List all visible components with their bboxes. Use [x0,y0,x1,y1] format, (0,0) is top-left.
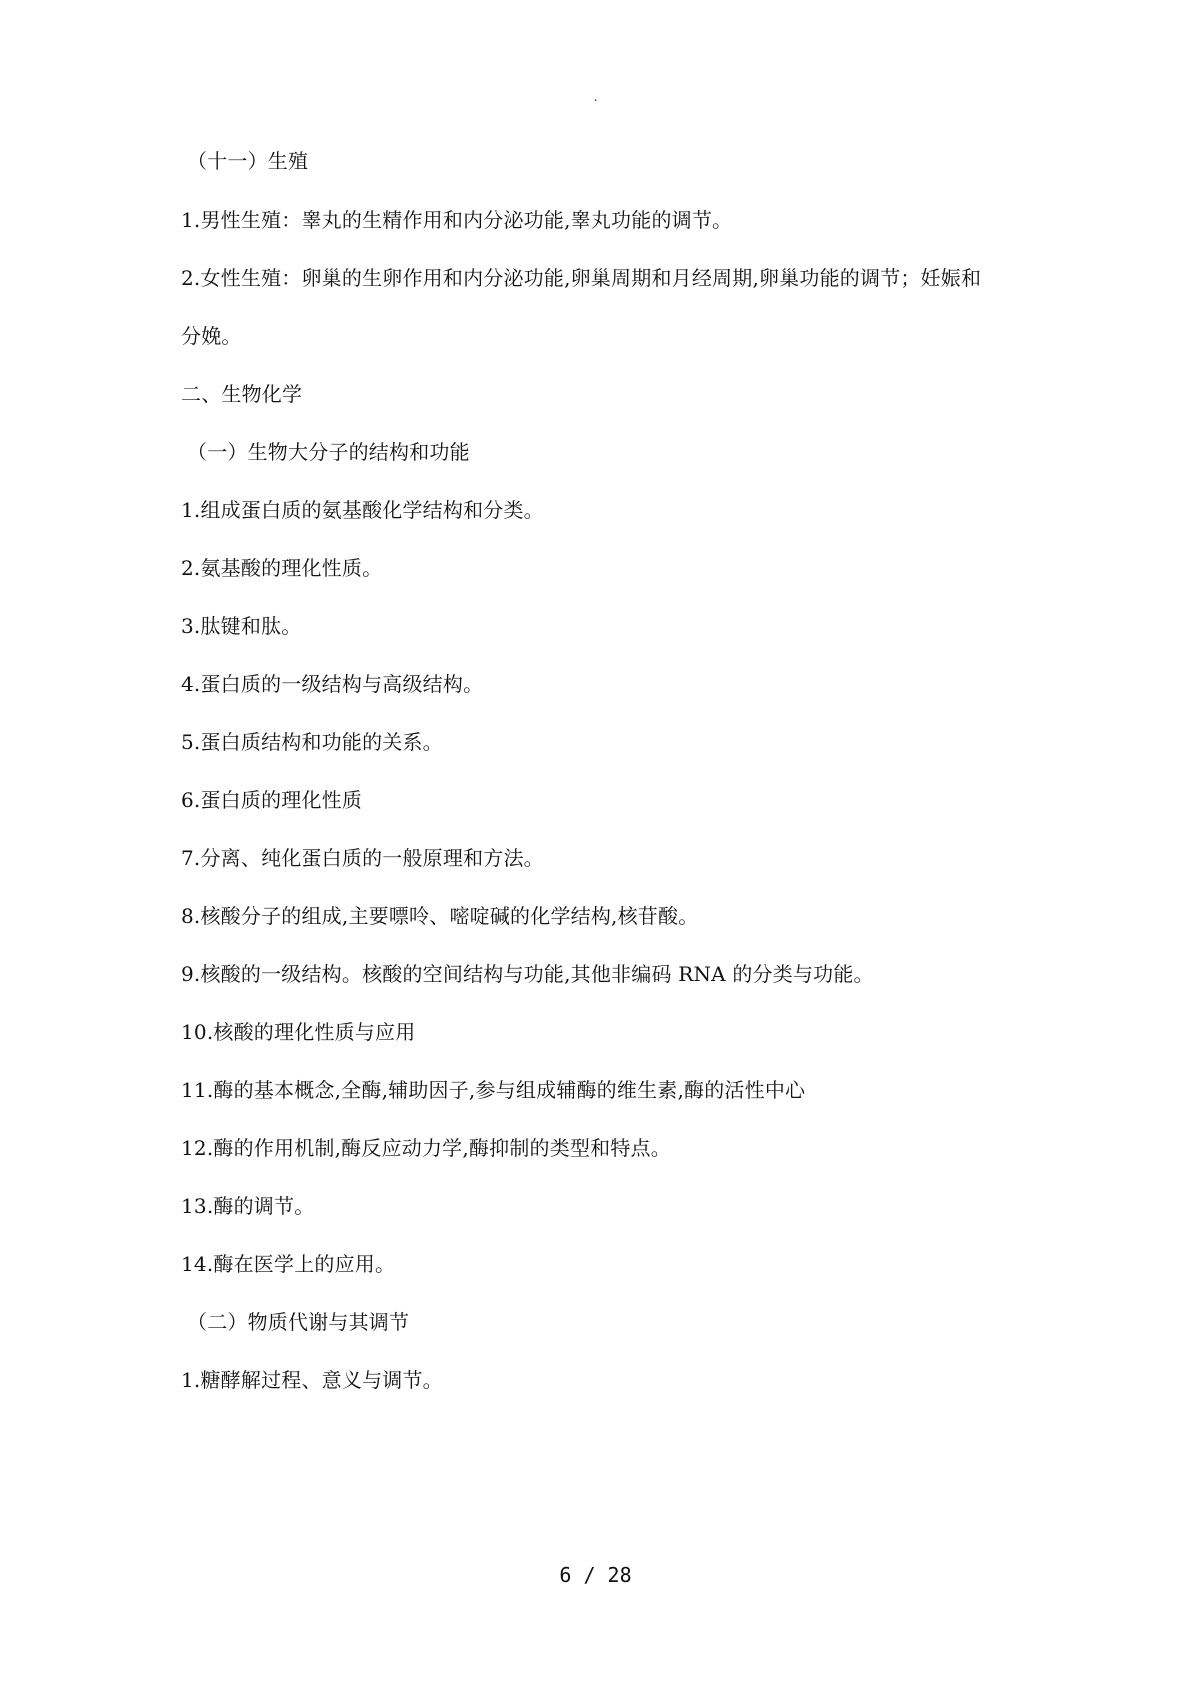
list-item: 5.蛋白质结构和功能的关系。 [181,730,443,754]
list-item: 10.核酸的理化性质与应用 [181,1020,416,1044]
list-item: 1.糖酵解过程、意义与调节。 [181,1368,443,1392]
section-heading-reproduction: （十一）生殖 [187,149,309,173]
section-heading-metabolism: （二）物质代谢与其调节 [187,1310,410,1334]
list-item: 2.氨基酸的理化性质。 [181,556,383,580]
list-item: 14.酶在医学上的应用。 [181,1252,396,1276]
list-item: 3.肽键和肽。 [181,614,302,638]
header-mark: . [593,90,598,104]
list-item: 1.组成蛋白质的氨基酸化学结构和分类。 [181,498,544,522]
list-item: 8.核酸分子的组成,主要嘌呤、嘧啶碱的化学结构,核苷酸。 [181,904,699,928]
list-item: 2.女性生殖：卵巢的生卵作用和内分泌功能,卵巢周期和月经周期,卵巢功能的调节；妊娠和 [181,266,982,290]
list-item: 4.蛋白质的一级结构与高级结构。 [181,672,484,696]
list-item-continuation: 分娩。 [181,324,242,348]
list-item: 11.酶的基本概念,全酶,辅助因子,参与组成辅酶的维生素,酶的活性中心 [181,1078,806,1102]
list-item: 13.酶的调节。 [181,1194,315,1218]
section-heading-macromolecules: （一）生物大分子的结构和功能 [187,440,470,464]
list-item: 6.蛋白质的理化性质 [181,788,363,812]
list-item: 12.酶的作用机制,酶反应动力学,酶抑制的类型和特点。 [181,1136,671,1160]
page-number: 6 / 28 [559,1563,632,1587]
chapter-heading-biochemistry: 二、生物化学 [181,382,303,406]
list-item: 7.分离、纯化蛋白质的一般原理和方法。 [181,846,544,870]
list-item: 9.核酸的一级结构。核酸的空间结构与功能,其他非编码 RNA 的分类与功能。 [181,962,874,986]
list-item: 1.男性生殖：睾丸的生精作用和内分泌功能,睾丸功能的调节。 [181,208,733,232]
